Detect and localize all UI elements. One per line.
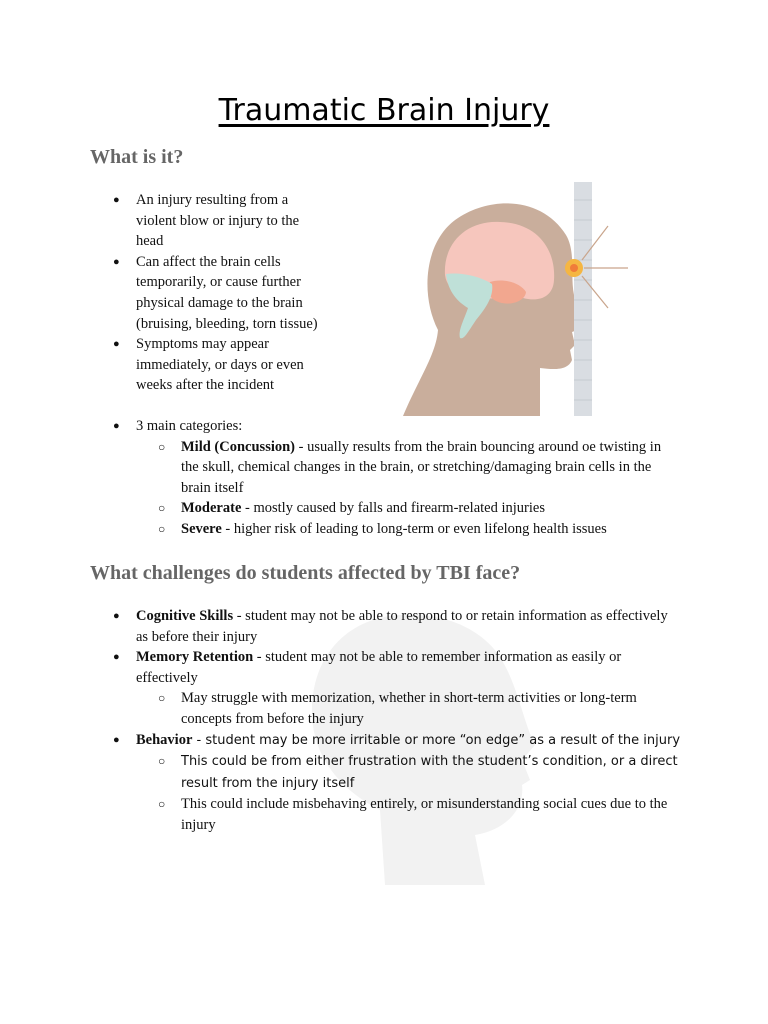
wall-icon — [574, 182, 592, 416]
list-item: ○ This could include misbehaving entirely, or misunderstanding social cues due to the injury — [158, 796, 668, 833]
list-item: ● 3 main categories: ○ Mild (Concussion) - usually results from the brain bouncing around oe twisting in the skull, chemical changes in the brain, or stretching/damaging brain cells in the brain itself ○ Moderate - mostly caused by falls and firearm-related injuries ○ Severe - higher risk of leading to long-term or even lifelong health issues — [136, 416, 676, 540]
section-heading-challenges: What challenges do students affected by TBI face? — [90, 562, 521, 584]
head-impact-illustration — [398, 180, 638, 418]
list-item: ● Behavior - student may be more irritable or more “on edge” as a result of the injury ○ This could be from either frustration with the student’s condition, or a direct result from the injury itself ○ This could include misbehaving entirely, or misunderstanding social cues due to the injury — [136, 730, 681, 836]
list-item: ○ May struggle with memorization, whether in short-term activities or long-term concepts from before the injury — [158, 690, 637, 727]
memory-sublist — [136, 688, 681, 729]
categories-sublist — [136, 437, 676, 540]
list-item: ● Cognitive Skills - student may not be able to respond to or retain information as effectively as before their injury — [113, 608, 668, 645]
list-item: ● Symptoms may appear immediately, or days or even weeks after the incident — [113, 336, 304, 394]
list-item: ○ Severe - higher risk of leading to long-term or even lifelong health issues — [158, 520, 607, 537]
list-item: ○ Moderate - mostly caused by falls and firearm-related injuries — [158, 500, 545, 517]
list-item: ○ Mild (Concussion) - usually results from the brain bouncing around oe twisting in the skull, chemical changes in the brain, or stretching/damaging brain cells in the brain itself — [158, 438, 662, 496]
page-title: Traumatic Brain Injury — [218, 93, 550, 128]
section-heading-what-is-it: What is it? — [90, 146, 184, 168]
list-item: ● Memory Retention - student may not be able to remember information as easily or effectively ○ May struggle with memorization, whether in short-term activities or long-term concepts from before the injury — [136, 647, 681, 729]
list-item: ● An injury resulting from a violent blow or injury to the head — [113, 192, 300, 250]
categories-list — [113, 416, 676, 540]
what-is-it-list — [113, 190, 326, 396]
behavior-sublist — [136, 751, 681, 835]
list-item: ○ This could be from either frustration with the student’s condition, or a direct result from the injury itself — [158, 754, 678, 791]
list-item: ● Can affect the brain cells temporarily, or cause further physical damage to the brain (bruising, bleeding, torn tissue) — [113, 253, 318, 332]
challenges-list — [113, 606, 681, 836]
